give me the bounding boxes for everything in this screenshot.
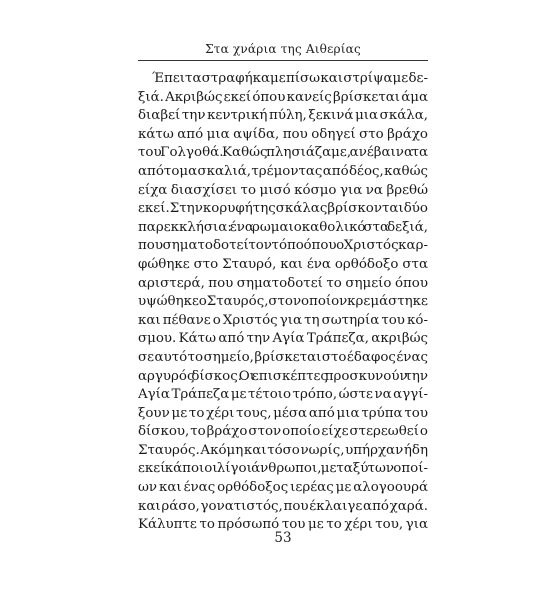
text-line: σε αυτό το σημείο, βρίσκεται στο έδαφος ένας: [138, 349, 428, 365]
text-line: Έπειτα στραφήκαμε πίσω και στρίψαμε δε-: [152, 71, 428, 86]
text-line: εκεί κάποιοι λίγοι άνθρωποι, μεταξύ των οποί-: [138, 461, 428, 477]
text-line: αργυρός δίσκος. Οι επισκέπτες προσκυνούν την: [138, 368, 428, 384]
running-head: Στα χνάρια της Αιθερίας: [205, 42, 361, 56]
text-line: του Γολγοθά. Καθώς πλησιάζαμε, ανέβαινα τα: [138, 145, 428, 161]
text-line: ων και ένας ορθόδοξος ιερέας με αλογοουρά: [138, 480, 428, 496]
text-line: δίσκου, το βράχο στον οποίο είχε στερεωθεί ο: [138, 424, 428, 440]
text-line: απότομα σκαλιά, τρέμοντας από δέος, καθώς: [138, 163, 428, 179]
text-line: διαβεί την κεντρική πύλη, ξεκινά μια σκάλα,: [138, 108, 428, 124]
text-line: κάτω από μια αψίδα, που οδηγεί στο βράχο: [138, 126, 428, 142]
text-line: και πέθανε ο Χριστός για τη σωτηρία του κό-: [138, 312, 428, 328]
text-line: ξιά. Ακριβώς εκεί όπου κανείς βρίσκεται άμα: [138, 89, 428, 105]
text-line: Αγία Τράπεζα με τέτοιο τρόπο, ώστε να αγγί-: [138, 387, 428, 403]
text-line: που σηματοδοτεί τον τόπο όπου ο Χριστός καρ-: [138, 238, 428, 254]
text-line: φώθηκε στο Σταυρό, και ένα ορθόδοξο στα: [138, 256, 428, 272]
body-text: [138, 70, 428, 535]
text-line: εκεί. Στην κορυφή της σκάλας βρίσκονται δύο: [138, 201, 428, 217]
text-line: είχα διασχίσει το μισό κόσμο για να βρεθώ: [138, 182, 428, 198]
text-line: αριστερά, που σηματοδοτεί το σημείο όπου: [138, 275, 428, 291]
text-line: υψώθηκε ο Σταυρός, στον οποίον κρεμάστηκε: [138, 294, 428, 310]
page-number: 53: [274, 530, 292, 546]
text-line: ξουν με το χέρι τους, μέσα από μια τρύπα του: [138, 405, 428, 421]
text-line: σμου. Κάτω από την Αγία Τράπεζα, ακριβώς: [138, 331, 428, 347]
text-line: Κάλυπτε το πρόσωπό του με το χέρι του, για: [138, 517, 428, 533]
text-line: και ράσο, γονατιστός, που έκλαιγε από χαρά.: [138, 498, 428, 514]
text-line: Σταυρός. Ακόμη και τόσο νωρίς, υπήρχαν ήδη: [138, 442, 428, 458]
text-line: παρεκκλήσια: ένα ρωμαιοκαθολικό στα δεξιά,: [138, 219, 428, 235]
header-rule: [138, 60, 428, 61]
